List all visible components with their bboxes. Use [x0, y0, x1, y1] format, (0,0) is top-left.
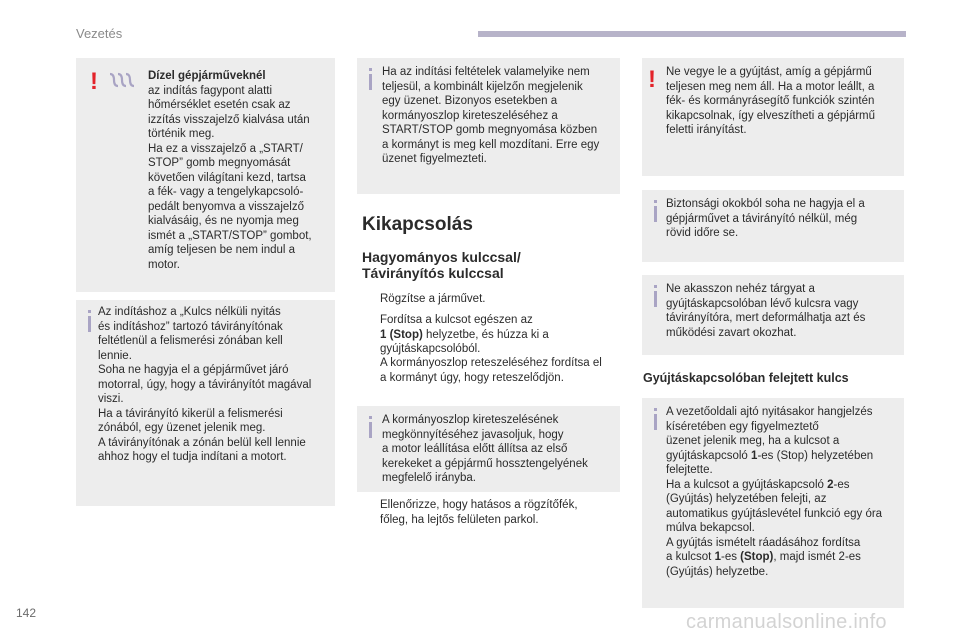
note1-line: teljesül, a kombinált kijelzőn megjelenik	[382, 80, 583, 93]
info-icon	[369, 74, 372, 90]
preheat-glow-icon	[108, 70, 136, 90]
forgot-text: -es (Stop) helyzetében	[757, 449, 874, 462]
heavy-line: Ne akasszon nehéz tárgyat a	[666, 283, 815, 295]
forgot-line: A gyújtás ismételt ráadásához fordítsa	[666, 536, 861, 549]
header-title: Vezetés	[76, 26, 123, 41]
forgot-line: felejtette.	[666, 464, 713, 476]
forgot-text: -es	[833, 478, 850, 491]
forgot-text: -es	[720, 551, 741, 563]
note1-line: Ha az indítási feltételek valamelyike nem	[382, 66, 590, 78]
forgot-line: üzenet jelenik meg, ha a kulcsot a	[666, 435, 840, 447]
info-icon	[654, 206, 657, 222]
steering-lock-info-box	[357, 406, 620, 492]
forgot-text: gyújtáskapcsoló	[666, 449, 752, 462]
warn-line: feletti irányítást.	[666, 124, 747, 136]
section-title: Kikapcsolás	[362, 214, 473, 235]
forgot-line: kíséretében egy figyelmeztető	[666, 420, 819, 433]
diesel-line: izzítás visszajelző kialvása után	[148, 113, 310, 126]
step-text: Rögzítse a járművet.	[380, 293, 486, 305]
forgot-text-bold: 1	[714, 551, 721, 563]
keyless-line: viszi.	[98, 393, 124, 405]
forgot-text: a kulcsot	[666, 551, 715, 563]
step-text: Fordítsa a kulcsot egészen az	[380, 314, 533, 326]
step-text: a kormányt úgy, hogy reteszelődjön.	[380, 371, 564, 384]
step-text: A kormányoszlop reteszeléséhez fordítsa el	[380, 357, 602, 369]
diesel-line: Ha ez a visszajelző a „START/	[148, 142, 303, 155]
subsection-title-line: Hagyományos kulccsal/	[362, 249, 521, 265]
heavy-object-info-box	[642, 275, 904, 355]
diesel-line: pedált benyomva a visszajelző	[148, 200, 304, 213]
forgot-line: (Gyújtás) helyzetében felejti, az	[666, 493, 827, 505]
step-item	[362, 356, 624, 388]
warning-icon: !	[90, 68, 98, 95]
watermark: carmanualsonline.info	[686, 611, 887, 633]
note2-line: megkönnyítéséhez javasoljuk, hogy	[382, 428, 564, 441]
keyless-line: és indításhoz” tartozó távirányítónak	[98, 320, 283, 333]
step-text-bold: 1 (Stop)	[380, 328, 423, 341]
step-item	[362, 498, 624, 530]
note1-line: egy üzenet. Bizonyos esetekben a	[382, 95, 558, 107]
keyless-line: zónából, egy üzenet jelenik meg.	[98, 422, 266, 434]
note2-line: a motor leállítása előtt állítsa az első	[382, 443, 568, 455]
diesel-line: követően világítani kezd, tartsa	[148, 171, 306, 184]
heavy-line: gyújtáskapcsolóban lévő kulcsra vagy	[666, 297, 859, 310]
safety-line: gépjárművet a távirányító nélkül, még	[666, 212, 858, 225]
step-text: főleg, ha lejtős felületen parkol.	[380, 513, 539, 526]
forgot-text: Ha a kulcsot a gyújtáskapcsoló	[666, 478, 828, 491]
safety-info-box	[642, 190, 904, 262]
diesel-line: kialvásáig, és ne nyomja meg	[148, 215, 299, 227]
keyless-line: feltétlenül a felismerési zónában kell	[98, 335, 283, 347]
info-icon	[654, 414, 657, 430]
diesel-line: az indítás fagypont alatti	[148, 84, 273, 97]
keyless-line: Soha ne hagyja el a gépjárművet járó	[98, 364, 289, 376]
diesel-warning-box	[76, 58, 335, 292]
forgot-line: múlva bekapcsol.	[666, 522, 755, 534]
keyless-line: Ha a távirányító kikerül a felismerési	[98, 407, 283, 420]
diesel-line: a fék- vagy a tengelykapcsoló-	[148, 186, 304, 198]
step-text: gyújtáskapcsolóból.	[380, 343, 481, 355]
keyless-info-box	[76, 300, 335, 506]
heavy-line: távirányítóra, mert deformálhatja azt és	[666, 312, 866, 324]
header-bar	[478, 31, 906, 37]
forgot-line: A vezetőoldali ajtó nyitásakor hangjelzés	[666, 406, 873, 418]
subsection-title-line: Távirányítós kulccsal	[362, 265, 504, 281]
diesel-line: STOP” gomb megnyomását	[148, 157, 291, 169]
note2-line: kerekeket a gépjármű hossztengelyének	[382, 457, 588, 470]
forgotten-key-title: Gyújtáskapcsolóban felejtett kulcs	[643, 371, 849, 385]
forgotten-key-info-box	[642, 398, 904, 608]
note1-line: üzenet figyelmezteti.	[382, 153, 487, 165]
diesel-line: motor.	[148, 258, 180, 271]
note2-line: megfelelő irányba.	[382, 472, 476, 484]
diesel-line: történik meg.	[148, 128, 215, 140]
diesel-line: hőmérséklet esetén csak az	[148, 99, 291, 111]
page-number: 142	[16, 606, 37, 620]
note1-line: a kormányt is meg kell mozdítani. Erre egy	[382, 138, 600, 151]
forgot-text: , majd ismét 2-es	[773, 551, 861, 563]
keyless-line: ahhoz hogy el tudja indítani a motort.	[98, 451, 287, 463]
step-text: Ellenőrizze, hogy hatásos a rögzítőfék,	[380, 499, 578, 511]
warn-line: teljesen meg nem áll. Ha a motor leállt, a	[666, 80, 875, 93]
heavy-line: működési zavart okozhat.	[666, 326, 797, 339]
forgot-text-bold: 2	[827, 478, 834, 491]
diesel-line: amíg teljesen be nem indul a	[148, 244, 296, 256]
safety-line: Biztonsági okokból soha ne hagyja el a	[666, 198, 865, 210]
info-icon	[369, 422, 372, 438]
warn-line: kikapcsolnak, így elveszítheti a gépjármű	[666, 109, 876, 122]
forgot-line: (Gyújtás) helyzetbe.	[666, 565, 769, 578]
warn-line: fék- és kormányrásegítő funkciók szintén	[666, 95, 875, 107]
subsection-title	[362, 249, 602, 281]
step-text: helyzetbe, és húzza ki a	[422, 328, 549, 341]
safety-line: rövid időre se.	[666, 227, 739, 239]
info-icon	[88, 316, 91, 332]
ignition-warning-box	[642, 58, 904, 176]
note1-line: START/STOP gomb megnyomása közben	[382, 124, 598, 136]
keyless-line: A távirányítónak a zónán belül kell lennie	[98, 436, 306, 449]
forgot-text-bold: (Stop)	[740, 551, 774, 563]
diesel-line: ismét a „START/STOP” gombot,	[148, 229, 312, 242]
note2-line: A kormányoszlop kireteszelésének	[382, 414, 559, 426]
info-icon	[654, 291, 657, 307]
keyless-line: Az indításhoz a „Kulcs nélküli nyitás	[98, 306, 281, 318]
keyless-line: motorral, úgy, hogy a távirányítót magával	[98, 378, 312, 391]
forgot-text-bold: 1	[751, 449, 758, 462]
warn-line: Ne vegye le a gyújtást, amíg a gépjármű	[666, 66, 872, 78]
diesel-title: Dízel gépjárműveknél	[148, 70, 266, 82]
note1-line: kormányoszlop kireteszeléséhez a	[382, 109, 558, 122]
keyless-line: lennie.	[98, 349, 132, 362]
warning-icon: !	[648, 66, 656, 93]
forgot-line: automatikus gyújtáslevétel funkció egy óra	[666, 507, 883, 520]
start-conditions-info-box	[357, 58, 620, 194]
